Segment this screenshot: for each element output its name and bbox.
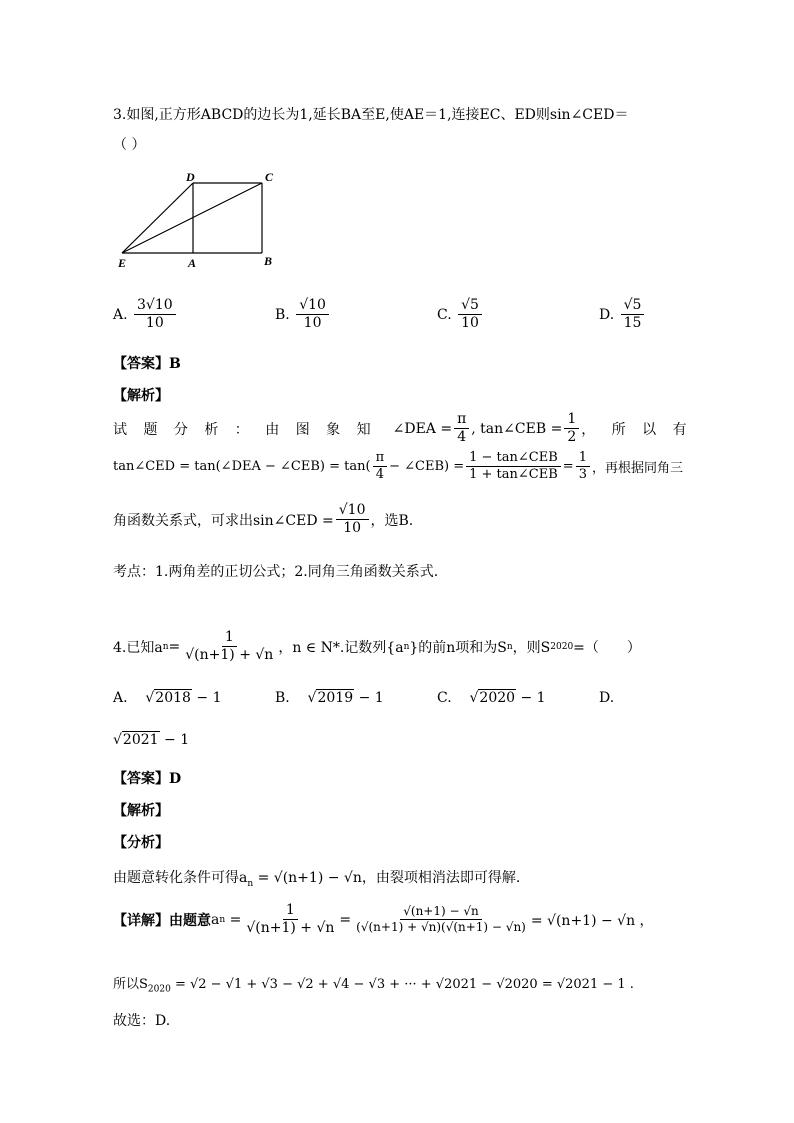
q4-analysis-tag: 【解析】 <box>113 803 169 819</box>
q4-choose: 故选：D. <box>113 1013 171 1029</box>
q3-option-c: C. $\frac{√5}{10}$ <box>437 298 484 332</box>
q4-sum-line: 所以$S_{2020} = √2 - √1 + √3 - √2 + √4 - √3$ + ··· + √2021 − √2020 = √2021 − 1 . <box>113 977 634 995</box>
q4-fenxi-tag: 【分析】 <box>113 835 169 851</box>
q3-figure <box>110 168 285 273</box>
q4-fenxi: 由题意转化条件可得$a_n = √(n+1) - √n$，由裂项相消法即可得解. <box>113 870 521 889</box>
q4-answer: 【答案】D <box>113 771 182 787</box>
q3-analysis-line2: tan∠CED = tan(∠DEA − ∠CEB) = tan( $\frac{\pi}{4}$ − ∠CEB) = $\frac{\text{1 − tan∠CEB}}{\text{1 + tan∠CEB}}$ = $\frac{1}{3}$ ，再根据同角三 <box>113 450 683 483</box>
q3-analysis-tag: 【解析】 <box>113 388 169 404</box>
q3-option-b: B. $\frac{√10}{10}$ <box>275 298 331 332</box>
q3-analysis-line1: 试 题 分 析 ： 由 图 象 知 ∠DEA = $\frac{\pi}{4}$ , tan∠CEB = $\frac{1}{2}$ ， 所 以 有 <box>113 411 693 446</box>
q3-option-d: D. $\frac{√5}{15}$ <box>599 298 646 332</box>
q3-stem <box>113 104 628 124</box>
fig-label-d: D <box>186 170 195 184</box>
fig-label-c: C <box>265 170 274 184</box>
q4-option-a: A. √2018 − 1 <box>113 690 222 706</box>
q3-analysis-line3: 角函数关系式，可求出sin∠CED = $\frac{√10}{10}$ ，选B. <box>113 502 414 537</box>
q4-option-d-label: D. <box>599 690 615 706</box>
q4-stem: 4.已知a n = $\frac{1}{√(n+1) + √n}$ ，n ∈ N*.记数列{a n }的前n项和为S n ，则S 2020 =（ ） <box>113 629 641 664</box>
q3-option-a: A. $\frac{3√10}{10}$ <box>113 298 178 332</box>
q4-detail: 【详解】由题意 a n = $\frac{1}{√(n+1) + √n}$ = $\frac{√(n+1) - √n}{(√(n+1) + √n)(√(n+1) - √n)}$ = √(n+1) − √n ， <box>113 902 654 937</box>
q3-answer: 【答案】B <box>113 356 181 372</box>
fig-label-b: B <box>264 254 273 268</box>
q3-kaodian: 考点：1.两角差的正切公式；2.同角三角函数关系式. <box>113 564 439 580</box>
fig-label-a: A <box>188 256 197 270</box>
q4-option-d: √2021 − 1 <box>113 732 190 748</box>
fig-label-e: E <box>118 256 127 270</box>
q3-paren: （ ） <box>113 137 146 153</box>
q3-stem-text: 3.如图,正方形ABCD的边长为1,延长BA至E,使AE＝1,连接EC、ED则sin∠CED＝ <box>113 107 629 123</box>
q4-option-c: C. √2020 − 1 <box>437 690 546 706</box>
q4-option-b: B. √2019 − 1 <box>275 690 384 706</box>
